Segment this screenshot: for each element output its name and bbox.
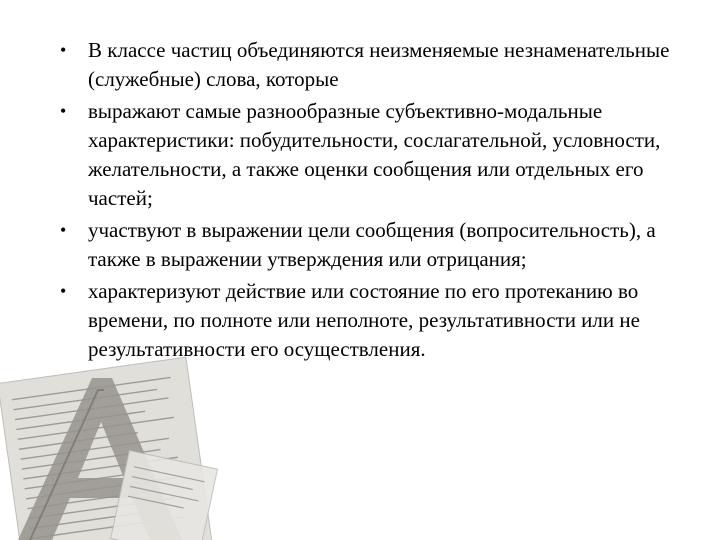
bullet-marker: •	[60, 220, 67, 240]
slide-body	[58, 36, 698, 367]
bullet-marker: •	[60, 101, 67, 121]
bullet-marker: •	[60, 281, 67, 301]
bullet-text: характеризуют действие или состояние по его протеканию во времени, по полноте или неполноте, результативности или не результативности его осуществления.	[88, 279, 640, 361]
bullet-text: В классе частиц объединяются неизменяемые незнаменательные (служебные) слова, которые	[88, 38, 670, 91]
bullet-item	[58, 36, 698, 94]
bullet-text: выражают самые разнообразные субъективно-модальные характеристики: побудительности, сослагательной, условности, желательности, а также оценки сообщения или отдельных его частей;	[88, 99, 661, 210]
bullet-marker: •	[60, 40, 67, 60]
bullet-item	[58, 216, 698, 274]
bullet-list	[58, 36, 698, 364]
bullet-item	[58, 277, 698, 364]
bullet-item	[58, 97, 698, 213]
bullet-text: участвуют в выражении цели сообщения (вопросительность), а также в выражении утверждения или отрицания;	[88, 218, 656, 271]
manuscript-corner	[111, 450, 218, 540]
